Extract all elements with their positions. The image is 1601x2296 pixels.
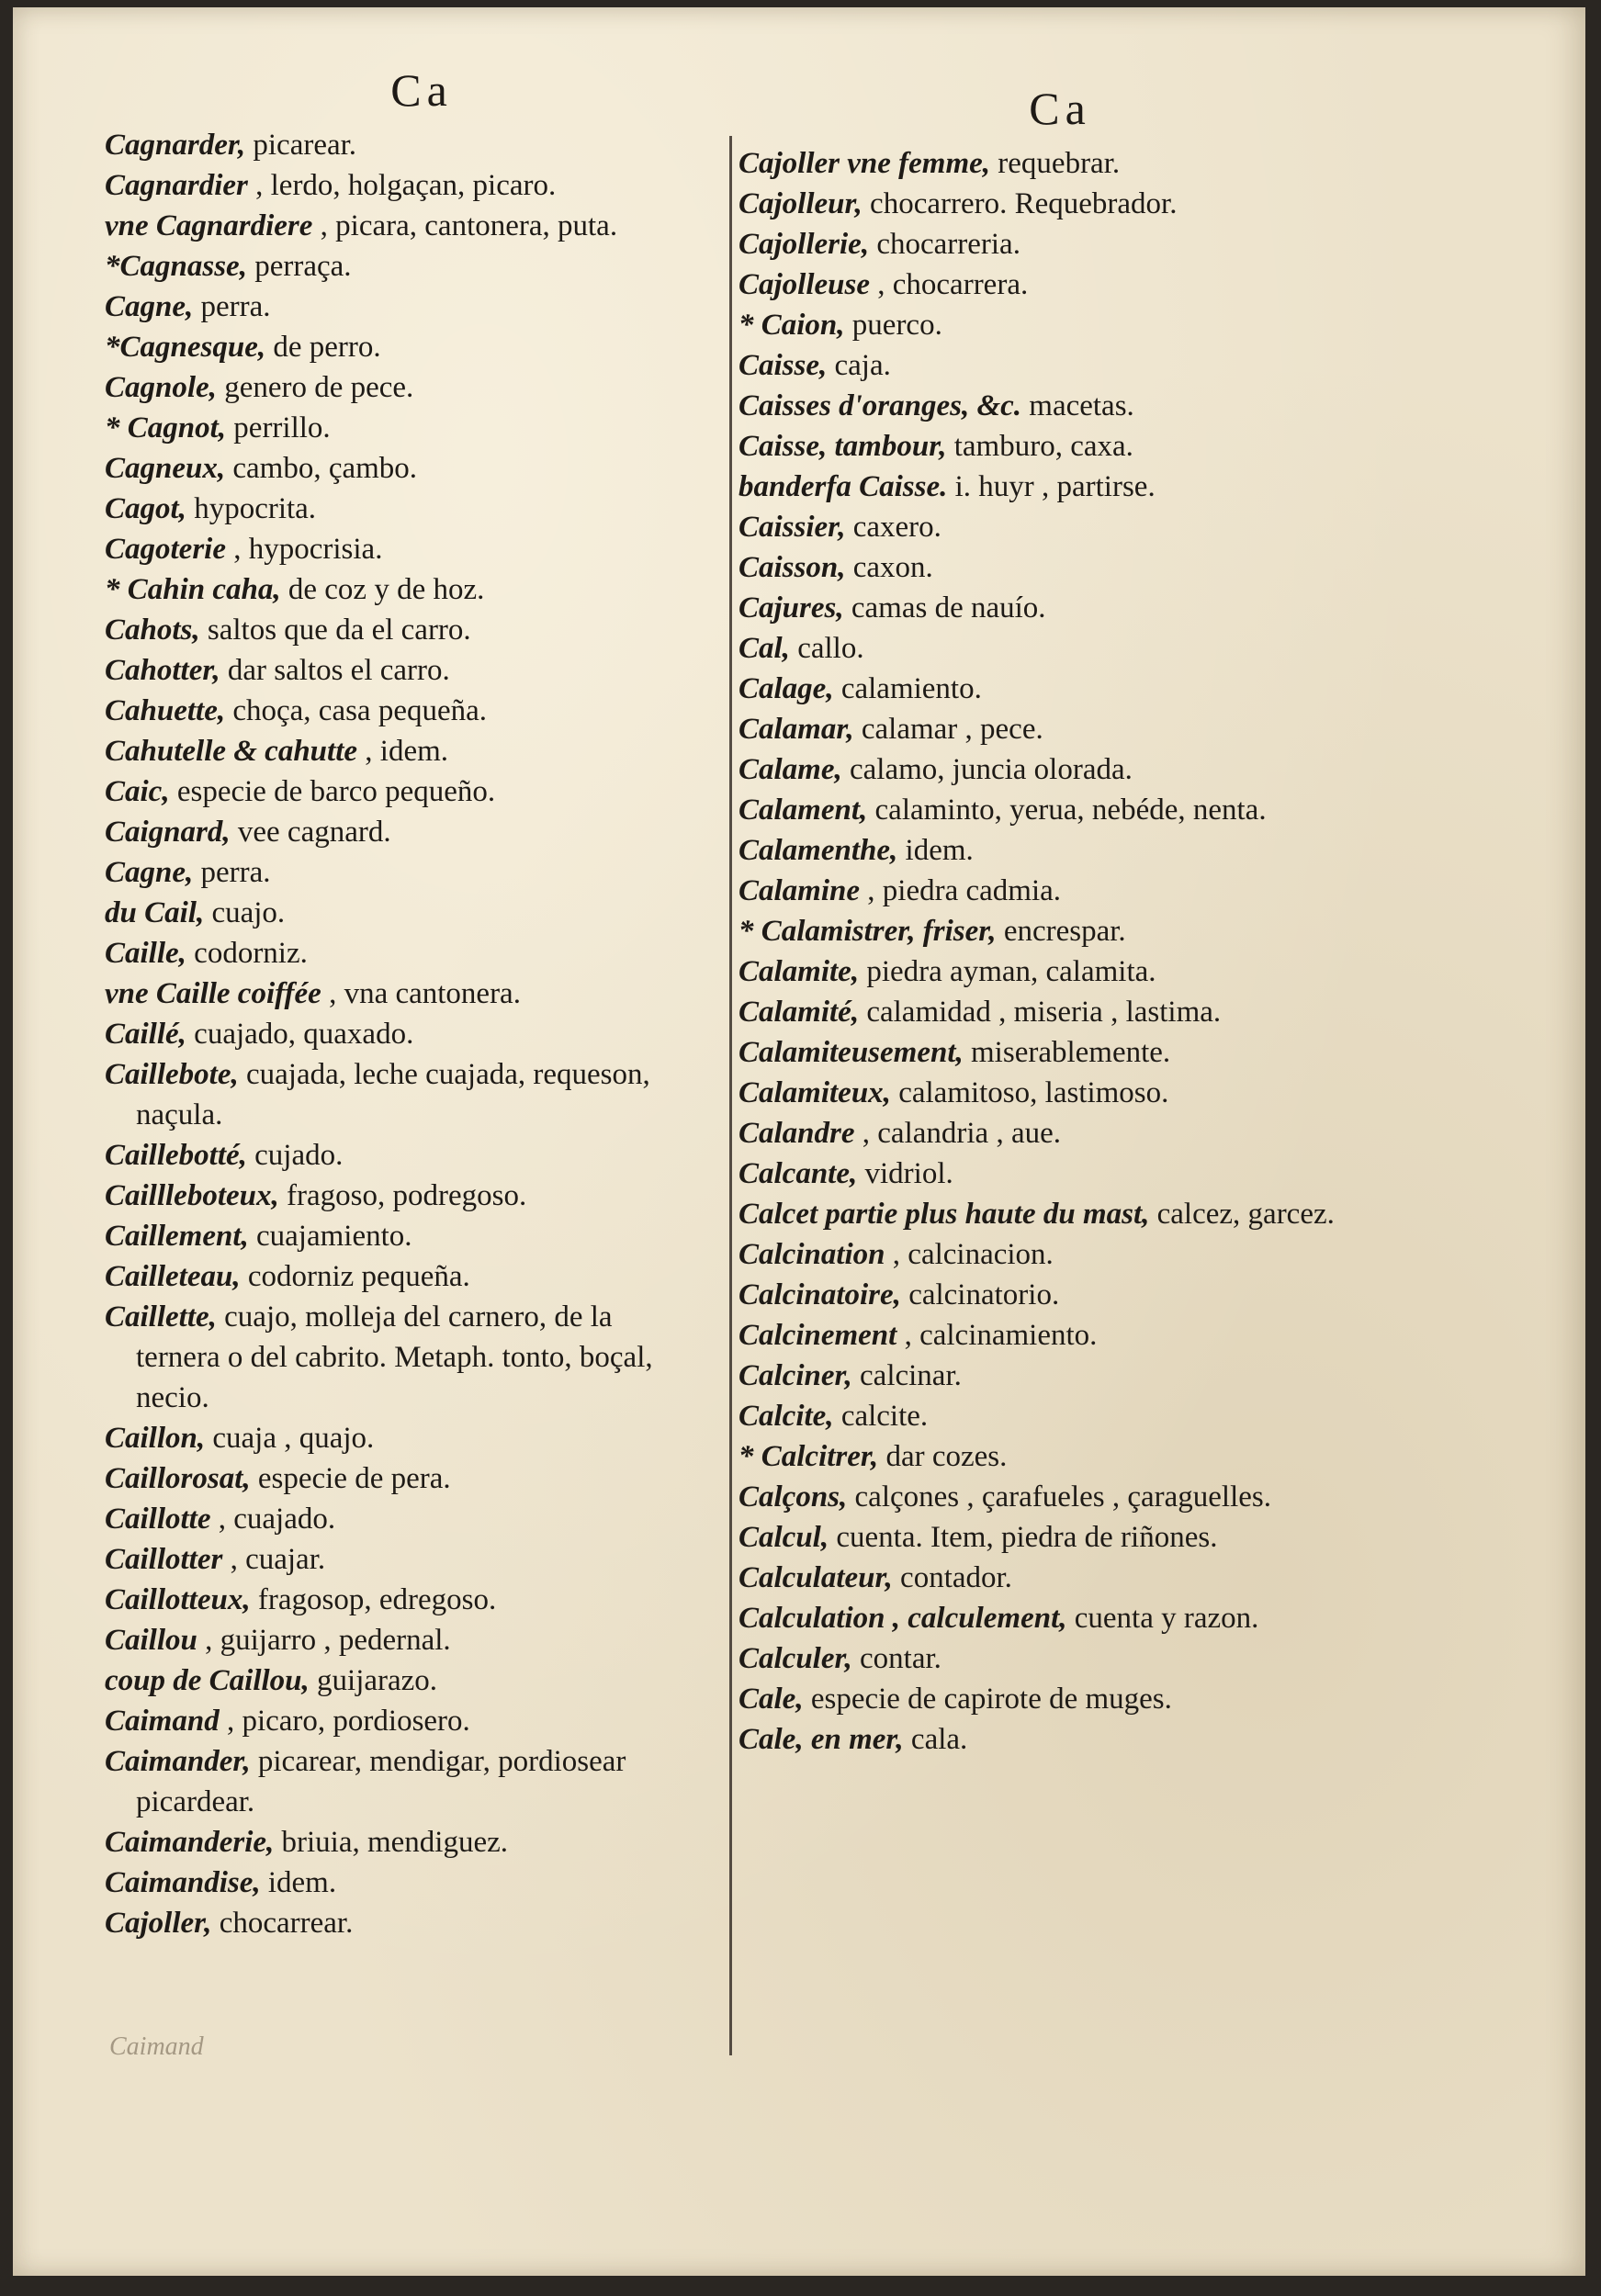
entry-headword: Calcite, xyxy=(738,1400,834,1433)
entry-headword: Caille, xyxy=(105,937,186,970)
entry-headword: Cahutelle & cahutte xyxy=(105,735,358,768)
entry-translation: cuajada, leche cuajada, requeson, naçula. xyxy=(136,1058,650,1131)
dictionary-entry xyxy=(105,1216,702,1256)
entry-translation: dar saltos el carro. xyxy=(220,654,450,687)
entry-translation: , calcinacion. xyxy=(885,1238,1054,1271)
entry-headword: Cale, xyxy=(738,1683,804,1716)
dictionary-entry xyxy=(105,367,702,408)
entry-translation: fragoso, podregoso. xyxy=(278,1179,527,1212)
dictionary-entry xyxy=(105,408,702,448)
entry-translation: chocarreria. xyxy=(869,228,1020,261)
entry-headword: Caimanderie, xyxy=(105,1826,275,1859)
dictionary-entry xyxy=(738,507,1381,547)
dictionary-entry xyxy=(105,1701,702,1741)
entry-headword: Calamenthe, xyxy=(738,834,898,867)
entry-translation: , hypocrisia. xyxy=(225,533,383,566)
entry-headword: Caillebotté, xyxy=(105,1139,247,1172)
entry-headword: Calamine xyxy=(738,874,861,907)
dictionary-entry xyxy=(738,1477,1381,1517)
entry-translation: especie de pera. xyxy=(250,1462,451,1495)
entry-translation: , calandria , aue. xyxy=(854,1117,1061,1150)
dictionary-entry xyxy=(738,1356,1381,1396)
dictionary-entry xyxy=(105,165,702,206)
entry-headword: Cajolleuse xyxy=(738,268,871,301)
entry-translation: perrillo. xyxy=(226,411,331,445)
dictionary-entry xyxy=(738,1598,1381,1638)
entry-translation: cuaja , quajo. xyxy=(205,1422,375,1455)
entry-headword: Cagot, xyxy=(105,492,186,525)
dictionary-entry xyxy=(105,974,702,1014)
dictionary-entry xyxy=(738,790,1381,830)
dictionary-entry xyxy=(105,1135,702,1176)
dictionary-entry xyxy=(105,610,702,650)
catchword: Caimand xyxy=(109,2032,204,2061)
entry-headword: Cajoller vne femme, xyxy=(738,147,991,180)
dictionary-entry xyxy=(105,246,702,287)
entry-translation: cuajamiento. xyxy=(248,1220,412,1253)
entry-translation: calcite. xyxy=(833,1400,929,1433)
entry-translation: encrespar. xyxy=(996,915,1126,948)
dictionary-entry xyxy=(738,345,1381,386)
entry-translation: calçones , çarafueles , çaraguelles. xyxy=(847,1480,1272,1514)
left-column xyxy=(105,62,702,1943)
entry-headword: Caillette, xyxy=(105,1300,217,1334)
entry-headword: * Caion, xyxy=(738,309,845,342)
entry-translation: perra. xyxy=(193,856,271,889)
entry-translation: , picara, cantonera, puta. xyxy=(312,209,618,242)
dictionary-entry xyxy=(105,650,702,691)
entry-headword: Cajoller, xyxy=(105,1907,212,1940)
dictionary-entry xyxy=(738,386,1381,426)
entry-headword: Calamite, xyxy=(738,955,860,988)
entry-headword: Calçons, xyxy=(738,1480,848,1514)
entry-headword: Caillou xyxy=(105,1624,197,1657)
dictionary-entry xyxy=(105,1863,702,1903)
entry-headword: Cagoterie xyxy=(105,533,226,566)
entry-headword: Cahots, xyxy=(105,613,200,647)
dictionary-entry xyxy=(738,871,1381,911)
dictionary-entry xyxy=(738,709,1381,749)
entry-translation: cuenta. Item, piedra de riñones. xyxy=(829,1521,1218,1554)
entry-translation: codorniz pequeña. xyxy=(240,1260,470,1293)
entry-headword: Calamiteux, xyxy=(738,1076,891,1109)
entry-translation: chocarrear. xyxy=(211,1907,354,1940)
dictionary-entry xyxy=(105,1499,702,1539)
left-entries xyxy=(105,125,702,1943)
entry-headword: Calcinatoire, xyxy=(738,1278,901,1311)
entry-headword: Calcet partie plus haute du mast, xyxy=(738,1198,1150,1231)
dictionary-entry xyxy=(738,1638,1381,1679)
entry-headword: Caillement, xyxy=(105,1220,249,1253)
dictionary-entry xyxy=(738,1113,1381,1154)
dictionary-entry xyxy=(738,1436,1381,1477)
entry-translation: caxero. xyxy=(845,511,941,544)
entry-headword: *Cagnasse, xyxy=(105,250,247,283)
dictionary-entry xyxy=(105,731,702,771)
dictionary-entry xyxy=(105,812,702,852)
right-running-head: Ca xyxy=(1029,83,1091,134)
dictionary-entry xyxy=(738,224,1381,264)
entry-translation: especie de barco pequeño. xyxy=(169,775,496,808)
dictionary-entry xyxy=(105,1580,702,1620)
entry-translation: cuajado, quaxado. xyxy=(186,1018,414,1051)
entry-headword: Calamar, xyxy=(738,713,854,746)
entry-translation: calaminto, yerua, nebéde, nenta. xyxy=(867,793,1267,827)
dictionary-entry xyxy=(738,749,1381,790)
entry-translation: puerco. xyxy=(844,309,942,342)
dictionary-entry xyxy=(105,1256,702,1297)
dictionary-entry xyxy=(105,287,702,327)
entry-headword: du Cail, xyxy=(105,896,205,929)
entry-headword: Calciner, xyxy=(738,1359,852,1392)
dictionary-entry xyxy=(738,830,1381,871)
entry-translation: briuia, mendiguez. xyxy=(274,1826,509,1859)
entry-translation: genero de pece. xyxy=(216,371,414,404)
entry-headword: * Calamistrer, friser, xyxy=(738,915,997,948)
entry-translation: vidriol. xyxy=(857,1157,953,1190)
entry-translation: de perro. xyxy=(265,331,381,364)
entry-translation: camas de nauío. xyxy=(843,591,1046,625)
entry-headword: *Cagnesque, xyxy=(105,331,266,364)
dictionary-entry xyxy=(105,1741,702,1822)
entry-headword: Caillon, xyxy=(105,1422,206,1455)
entry-headword: Caimander, xyxy=(105,1745,251,1778)
dictionary-entry xyxy=(105,1458,702,1499)
entry-headword: Calcul, xyxy=(738,1521,829,1554)
dictionary-entry xyxy=(738,1234,1381,1275)
entry-translation: idem. xyxy=(260,1866,337,1899)
entry-translation: calcinatorio. xyxy=(900,1278,1060,1311)
dictionary-entry xyxy=(738,184,1381,224)
entry-translation: caja. xyxy=(827,349,891,382)
dictionary-entry xyxy=(105,771,702,812)
entry-translation: caxon. xyxy=(845,551,933,584)
entry-headword: Caillleboteux, xyxy=(105,1179,279,1212)
dictionary-entry xyxy=(738,1558,1381,1598)
entry-translation: de coz y de hoz. xyxy=(280,573,485,606)
dictionary-entry xyxy=(105,1418,702,1458)
dictionary-entry xyxy=(738,547,1381,588)
dictionary-entry xyxy=(738,1154,1381,1194)
dictionary-entry xyxy=(105,529,702,569)
dictionary-entry xyxy=(738,1073,1381,1113)
entry-headword: Caisses d'oranges, &c. xyxy=(738,389,1022,422)
dictionary-entry xyxy=(105,1014,702,1054)
entry-translation: cambo, çambo. xyxy=(225,452,418,485)
entry-headword: Calcante, xyxy=(738,1157,858,1190)
entry-headword: banderfa Caisse. xyxy=(738,470,948,503)
dictionary-entry xyxy=(105,125,702,165)
entry-translation: calamiento. xyxy=(833,672,982,705)
left-running-head: Ca xyxy=(390,64,453,116)
entry-headword: Caic, xyxy=(105,775,170,808)
entry-headword: Cagnardier xyxy=(105,169,248,202)
dictionary-entry xyxy=(105,1620,702,1660)
dictionary-entry xyxy=(738,1315,1381,1356)
entry-headword: Caisse, xyxy=(738,349,828,382)
right-entries xyxy=(738,143,1381,1760)
entry-headword: Cajures, xyxy=(738,591,844,625)
dictionary-entry xyxy=(738,588,1381,628)
entry-headword: Calandre xyxy=(738,1117,855,1150)
dictionary-entry xyxy=(105,852,702,893)
dictionary-page xyxy=(13,7,1585,2276)
entry-headword: * Cagnot, xyxy=(105,411,227,445)
entry-headword: Cagneux, xyxy=(105,452,226,485)
entry-translation: , piedra cadmia. xyxy=(860,874,1062,907)
dictionary-entry xyxy=(738,1032,1381,1073)
entry-headword: Caillotte xyxy=(105,1503,211,1536)
entry-translation: , chocarrera. xyxy=(870,268,1029,301)
right-column xyxy=(738,81,1381,1760)
entry-headword: Cale, en mer, xyxy=(738,1723,904,1756)
dictionary-entry xyxy=(105,1660,702,1701)
entry-headword: Calcination xyxy=(738,1238,885,1271)
dictionary-entry xyxy=(738,951,1381,992)
entry-headword: Cagnarder, xyxy=(105,129,246,162)
entry-headword: Cahuette, xyxy=(105,694,226,727)
entry-translation: codorniz. xyxy=(186,937,308,970)
entry-translation: cuenta y razon. xyxy=(1066,1602,1259,1635)
dictionary-entry xyxy=(738,1275,1381,1315)
entry-translation: perraça. xyxy=(246,250,352,283)
entry-headword: Caignard, xyxy=(105,816,231,849)
dictionary-entry xyxy=(105,933,702,974)
entry-translation: vee cagnard. xyxy=(230,816,391,849)
dictionary-entry xyxy=(738,911,1381,951)
entry-translation: , guijarro , pedernal. xyxy=(197,1624,451,1657)
entry-headword: * Cahin caha, xyxy=(105,573,281,606)
entry-headword: Calament, xyxy=(738,793,868,827)
entry-headword: Cagne, xyxy=(105,290,194,323)
entry-translation: i. huyr , partirse. xyxy=(947,470,1156,503)
entry-translation: , cuajar. xyxy=(222,1543,326,1576)
entry-translation: cala. xyxy=(903,1723,968,1756)
dictionary-entry xyxy=(738,1517,1381,1558)
entry-headword: Caimand xyxy=(105,1705,220,1738)
entry-headword: Caillotteux, xyxy=(105,1583,251,1616)
entry-translation: calamidad , miseria , lastima. xyxy=(859,996,1222,1029)
entry-headword: Calame, xyxy=(738,753,842,786)
entry-translation: requebrar. xyxy=(990,147,1121,180)
entry-translation: cuajo. xyxy=(204,896,286,929)
entry-translation: picarear. xyxy=(245,129,357,162)
entry-headword: * Calcitrer, xyxy=(738,1440,879,1473)
entry-translation: picarear, mendigar, pordiosear picardear. xyxy=(136,1745,626,1818)
dictionary-entry xyxy=(738,143,1381,184)
entry-headword: Calamiteusement, xyxy=(738,1036,964,1069)
entry-headword: vne Cagnardiere xyxy=(105,209,313,242)
entry-headword: Calcinement xyxy=(738,1319,897,1352)
entry-headword: Caisson, xyxy=(738,551,846,584)
dictionary-entry xyxy=(738,1679,1381,1719)
entry-headword: Calage, xyxy=(738,672,834,705)
entry-headword: Cagnole, xyxy=(105,371,217,404)
entry-translation: contador. xyxy=(892,1561,1012,1594)
entry-headword: Caisse, tambour, xyxy=(738,430,947,463)
entry-translation: calamitoso, lastimoso. xyxy=(890,1076,1169,1109)
entry-headword: Caissier, xyxy=(738,511,846,544)
entry-translation: callo. xyxy=(789,632,864,665)
entry-translation: especie de capirote de muges. xyxy=(803,1683,1172,1716)
entry-translation: hypocrita. xyxy=(186,492,317,525)
entry-translation: calcinar. xyxy=(851,1359,962,1392)
entry-translation: chocarrero. Requebrador. xyxy=(862,187,1178,220)
entry-headword: Cagne, xyxy=(105,856,194,889)
dictionary-entry xyxy=(105,569,702,610)
dictionary-entry xyxy=(738,305,1381,345)
entry-translation: calcez, garcez. xyxy=(1149,1198,1335,1231)
entry-translation: cuajo, molleja del carnero, de la ternera o del cabrito. Metaph. tonto, boçal, necio. xyxy=(136,1300,653,1414)
entry-translation: , vna cantonera. xyxy=(321,977,521,1010)
dictionary-entry xyxy=(105,1176,702,1216)
entry-headword: Cajollerie, xyxy=(738,228,870,261)
entry-translation: fragosop, edregoso. xyxy=(250,1583,497,1616)
entry-translation: calamo, juncia olorada. xyxy=(841,753,1133,786)
entry-translation: , lerdo, holgaçan, picaro. xyxy=(247,169,557,202)
dictionary-entry xyxy=(738,264,1381,305)
entry-translation: choça, casa pequeña. xyxy=(225,694,488,727)
entry-translation: piedra ayman, calamita. xyxy=(859,955,1156,988)
entry-headword: Calculer, xyxy=(738,1642,852,1675)
entry-translation: saltos que da el carro. xyxy=(199,613,471,647)
entry-translation: , calcinamiento. xyxy=(896,1319,1098,1352)
entry-headword: Calculation , calculement, xyxy=(738,1602,1067,1635)
dictionary-entry xyxy=(105,691,702,731)
entry-headword: Calamité, xyxy=(738,996,860,1029)
entry-headword: Calculateur, xyxy=(738,1561,893,1594)
dictionary-entry xyxy=(105,206,702,246)
dictionary-entry xyxy=(105,489,702,529)
dictionary-entry xyxy=(105,1054,702,1135)
entry-translation: , idem. xyxy=(357,735,449,768)
entry-headword: Caimandise, xyxy=(105,1866,261,1899)
dictionary-entry xyxy=(105,1822,702,1863)
entry-headword: coup de Caillou, xyxy=(105,1664,310,1697)
entry-headword: Cal, xyxy=(738,632,790,665)
dictionary-entry xyxy=(105,1903,702,1943)
entry-translation: , picaro, pordiosero. xyxy=(219,1705,470,1738)
entry-translation: guijarazo. xyxy=(309,1664,438,1697)
entry-translation: cujado. xyxy=(246,1139,344,1172)
entry-translation: contar. xyxy=(851,1642,941,1675)
entry-translation: idem. xyxy=(897,834,974,867)
dictionary-entry xyxy=(105,893,702,933)
entry-headword: Caillé, xyxy=(105,1018,186,1051)
dictionary-entry xyxy=(738,467,1381,507)
entry-translation: macetas. xyxy=(1021,389,1134,422)
entry-headword: vne Caille coiffée xyxy=(105,977,321,1010)
entry-translation: miserablemente. xyxy=(963,1036,1171,1069)
entry-translation: calamar , pece. xyxy=(853,713,1043,746)
column-divider xyxy=(729,136,732,2055)
dictionary-entry xyxy=(738,669,1381,709)
entry-headword: Caillorosat, xyxy=(105,1462,251,1495)
entry-translation: dar cozes. xyxy=(878,1440,1008,1473)
dictionary-entry xyxy=(738,992,1381,1032)
entry-headword: Cailleteau, xyxy=(105,1260,241,1293)
dictionary-entry xyxy=(105,1539,702,1580)
entry-translation: , cuajado. xyxy=(210,1503,336,1536)
dictionary-entry xyxy=(738,1194,1381,1234)
dictionary-entry xyxy=(738,628,1381,669)
entry-headword: Cahotter, xyxy=(105,654,220,687)
entry-headword: Caillebote, xyxy=(105,1058,239,1091)
dictionary-entry xyxy=(738,1719,1381,1760)
dictionary-entry xyxy=(105,448,702,489)
dictionary-entry xyxy=(738,426,1381,467)
entry-headword: Cajolleur, xyxy=(738,187,863,220)
entry-translation: tamburo, caxa. xyxy=(946,430,1133,463)
dictionary-entry xyxy=(105,1297,702,1418)
entry-translation: perra. xyxy=(193,290,271,323)
entry-headword: Caillotter xyxy=(105,1543,223,1576)
dictionary-entry xyxy=(105,327,702,367)
dictionary-entry xyxy=(738,1396,1381,1436)
